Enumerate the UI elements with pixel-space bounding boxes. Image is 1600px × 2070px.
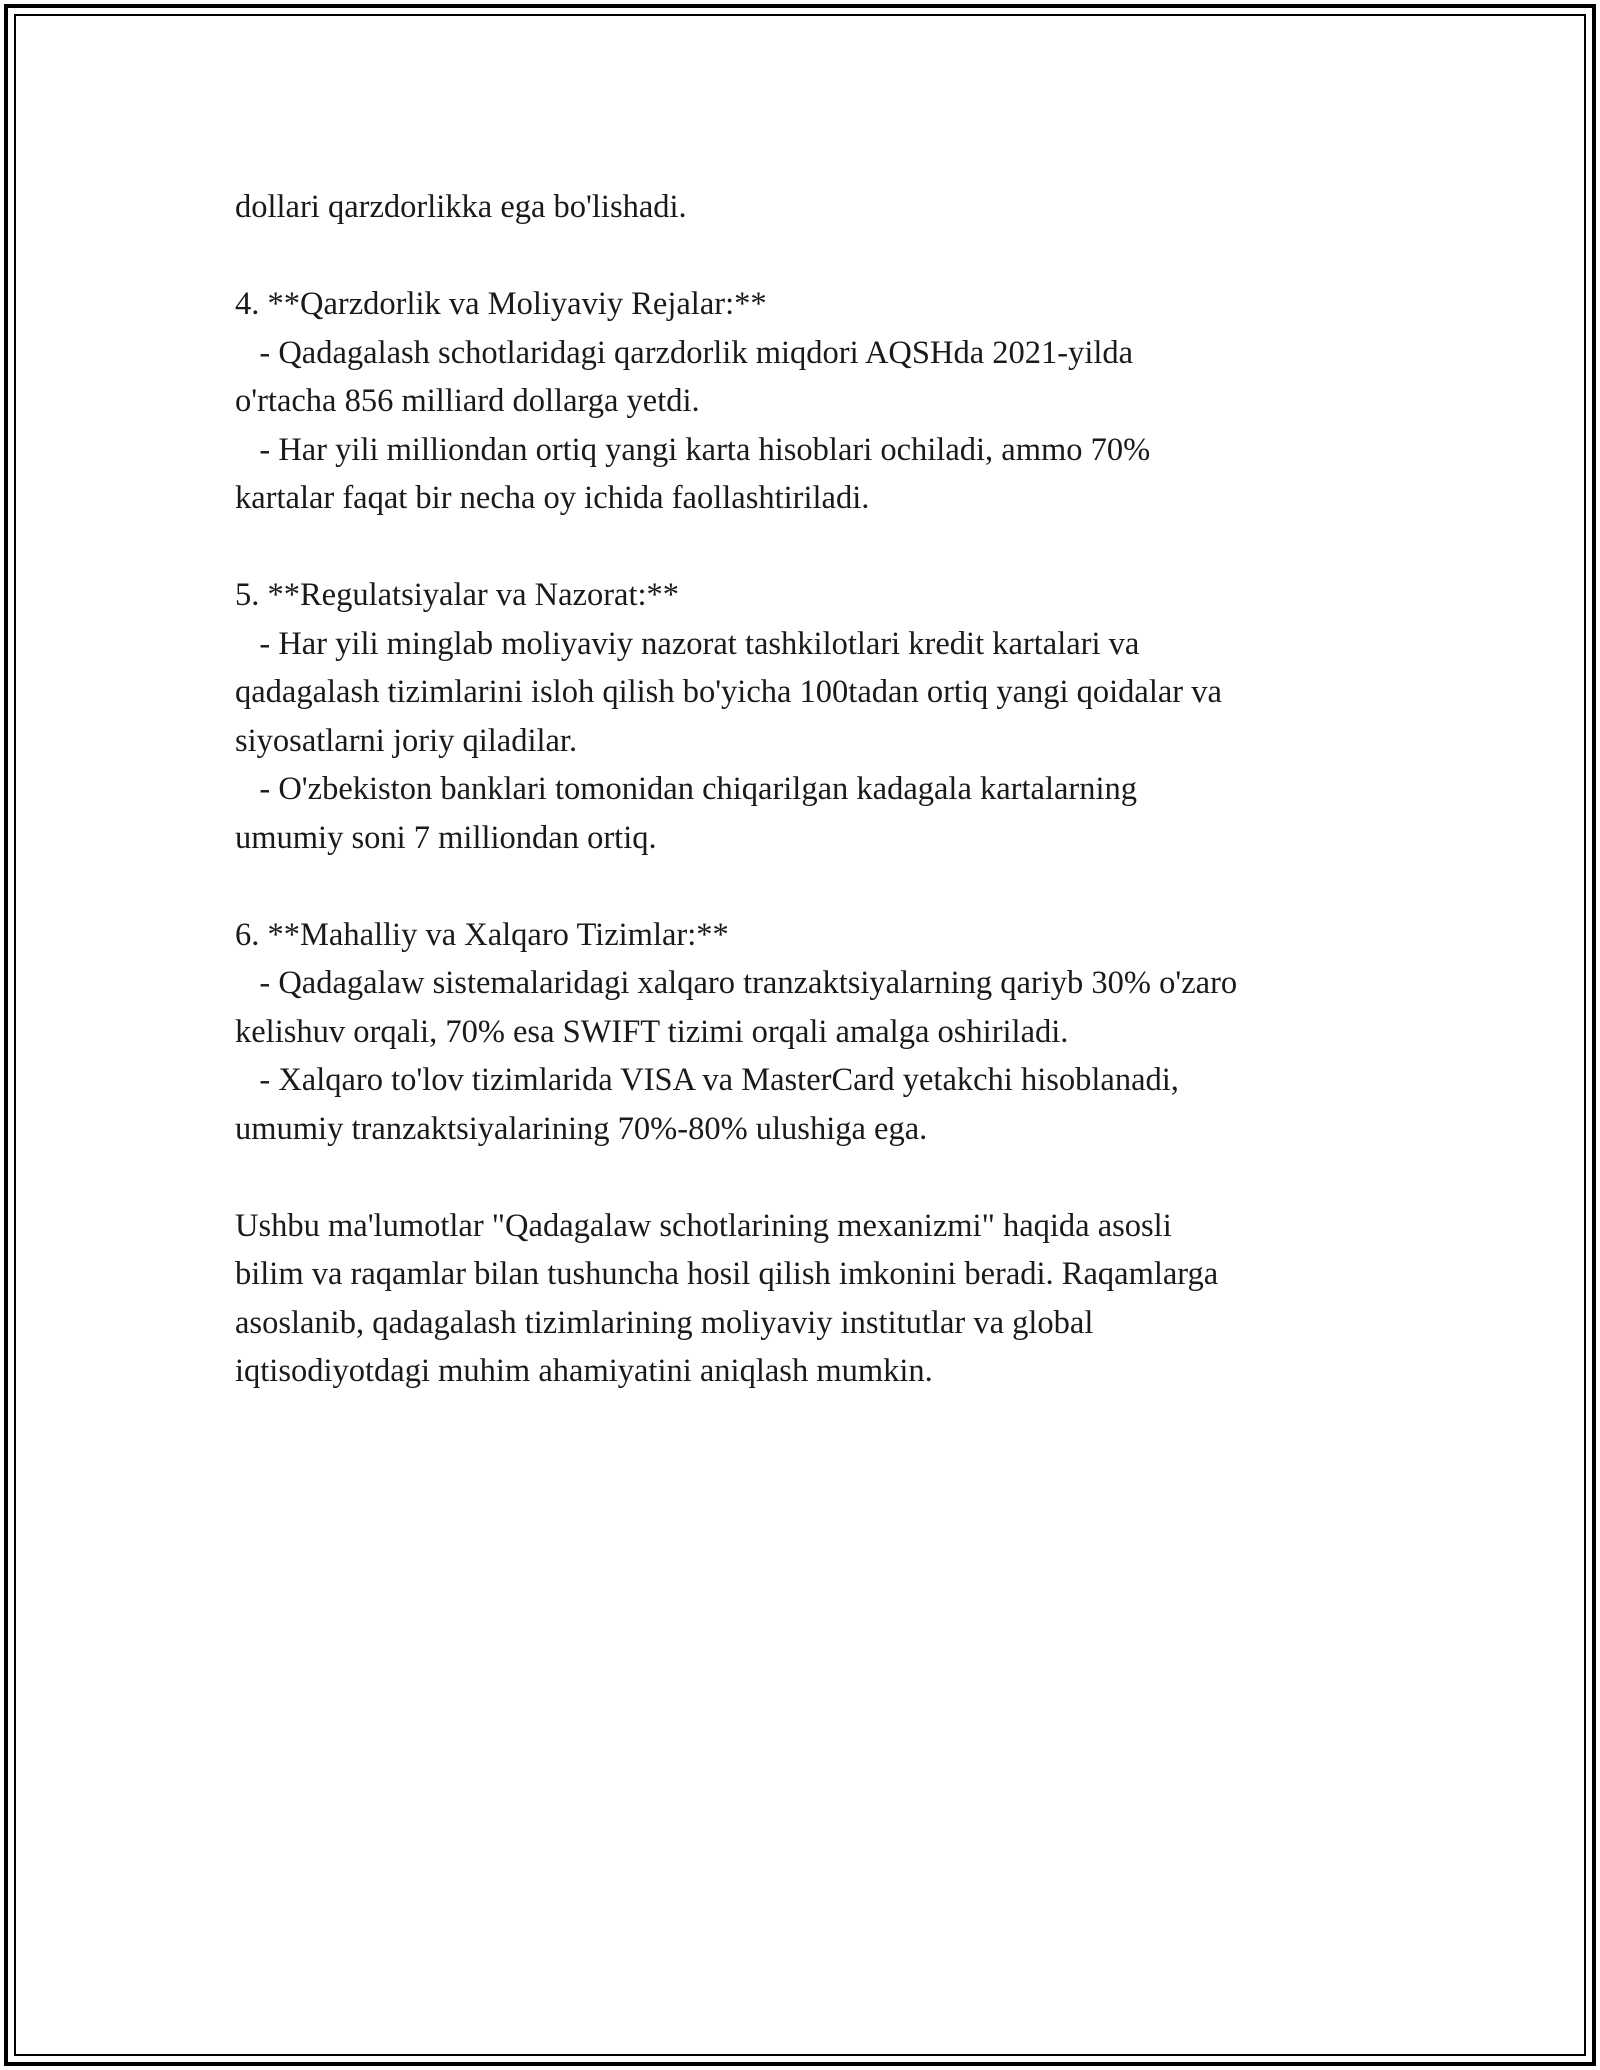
section-6-line: - Qadagalaw sistemalaridagi xalqaro tranzaktsiyalarning qariyb 30% o'zaro [235,965,1238,1001]
section-4-line: o'rtacha 856 milliard dollarga yetdi. [235,383,700,419]
paragraph-gap [235,523,1395,572]
paragraph-gap [235,1153,1395,1202]
section-6-heading: 6. **Mahalliy va Xalqaro Tizimlar:** [235,916,729,953]
paragraph-gap [235,232,1395,281]
section-4-line: - Qadagalash schotlaridagi qarzdorlik miqdori AQSHda 2021-yilda [235,334,1134,371]
section-5-heading: 5. **Regulatsiyalar va Nazorat:** [235,577,680,613]
paragraph-gap [235,862,1395,911]
section-6-line: kelishuv orqali, 70% esa SWIFT tizimi orqali amalga oshiriladi. [235,1013,1069,1050]
section-5-line: siyosatlarni joriy qiladilar. [235,722,578,759]
section-5-line: umumiy soni 7 milliondan ortiq. [235,819,657,856]
conclusion-line: iqtisodiyotdagi muhim ahamiyatini aniqlash mumkin. [235,1353,933,1389]
conclusion-line: asoslanib, qadagalash tizimlarining moliyaviy institutlar va global [235,1304,1094,1341]
section-4-heading: 4. **Qarzdorlik va Moliyaviy Rejalar:** [235,286,767,322]
section-6-line: umumiy tranzaktsiyalarining 70%-80% ulushiga ega. [235,1110,928,1147]
section-5-line: - Har yili minglab moliyaviy nazorat tashkilotlari kredit kartalari va [235,625,1140,662]
intro-tail-line: dollari qarzdorlikka ega bo'lishadi. [235,189,687,225]
conclusion-line: bilim va raqamlar bilan tushuncha hosil qilish imkonini beradi. Raqamlarga [235,1256,1219,1292]
section-4-line: kartalar faqat bir necha oy ichida faollashtiriladi. [235,480,870,516]
section-5-line: qadagalash tizimlarini isloh qilish bo'yicha 100tadan ortiq yangi qoidalar va [235,674,1222,710]
section-5-line: - O'zbekiston banklari tomonidan chiqarilgan kadagala kartalarning [235,771,1138,807]
document-body [235,183,1395,1396]
section-6-line: - Xalqaro to'lov tizimlarida VISA va MasterCard yetakchi hisoblanadi, [235,1062,1179,1098]
section-4-line: - Har yili milliondan ortiq yangi karta hisoblari ochiladi, ammo 70% [235,431,1151,468]
conclusion-line: Ushbu ma'lumotlar "Qadagalaw schotlarining mexanizmi" haqida asosli [235,1207,1172,1244]
